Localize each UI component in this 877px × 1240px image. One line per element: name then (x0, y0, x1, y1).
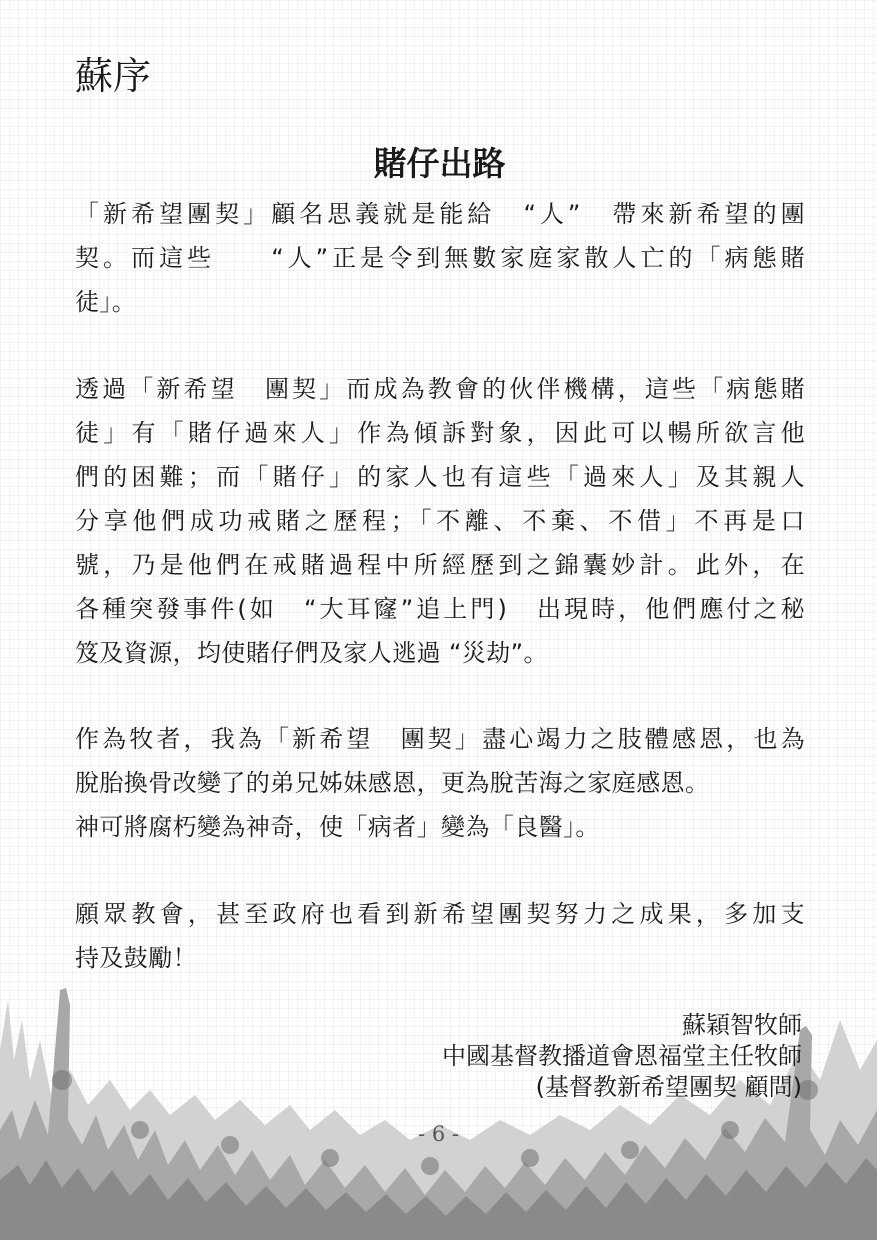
paragraph-line: 分享他們成功戒賭之歷程；「不離、不棄、不借」不再是口 (75, 507, 805, 535)
paragraph-line: 各種突發事件(如 “大耳窿”追上門) 出現時，他們應付之秘 (75, 595, 805, 623)
signature-position: 中國基督教播道會恩福堂主任牧師 (442, 1042, 802, 1070)
paragraph-line: 脫胎換骨改變了的弟兄姊妹感恩，更為脫苦海之家庭感恩。 (75, 769, 710, 797)
paragraph-line: 神可將腐朽變為神奇，使「病者」變為「良醫」。 (75, 813, 600, 841)
paragraph-line: 持及鼓勵！ (75, 944, 197, 972)
paragraph-line: 號，乃是他們在戒賭過程中所經歷到之錦囊妙計。此外，在 (75, 551, 805, 579)
page-number: - 6 - (418, 1122, 459, 1146)
paragraph-line: 們的困難；而「賭仔」的家人也有這些「過來人」及其親人 (75, 463, 805, 491)
paragraph-line: 徒」有「賭仔過來人」作為傾訴對象，因此可以暢所欲言他 (75, 419, 805, 447)
paragraph-line: 作為牧者，我為「新希望 團契」盡心竭力之肢體感恩，也為 (75, 725, 805, 753)
paragraph-2 (75, 367, 805, 675)
article-title-text: 賭仔出路 (373, 144, 506, 183)
paragraph-line: 「新希望團契」顧名思義就是能給 “人” 帶來新希望的團 (75, 200, 805, 228)
paragraph-1 (75, 192, 805, 324)
paragraph-line: 透過「新希望 團契」而成為教會的伙伴機構，這些「病態賭 (75, 375, 805, 403)
paragraph-3 (75, 717, 805, 849)
signature-block (442, 1010, 802, 1103)
paragraph-line: 徒」。 (75, 288, 137, 316)
section-title: 蘇序 (75, 54, 152, 98)
signature-role: (基督教新希望團契 顧問) (535, 1073, 802, 1101)
article-title (0, 142, 877, 186)
signature-name: 蘇穎智牧師 (682, 1011, 802, 1039)
paragraph-line: 願眾教會，甚至政府也看到新希望團契努力之成果，多加支 (75, 900, 805, 928)
paragraph-line: 契。而這些 “人”正是令到無數家庭家散人亡的「病態賭 (75, 244, 805, 272)
paragraph-line: 笈及資源，均使賭仔們及家人逃過 “災劫”。 (75, 639, 548, 667)
